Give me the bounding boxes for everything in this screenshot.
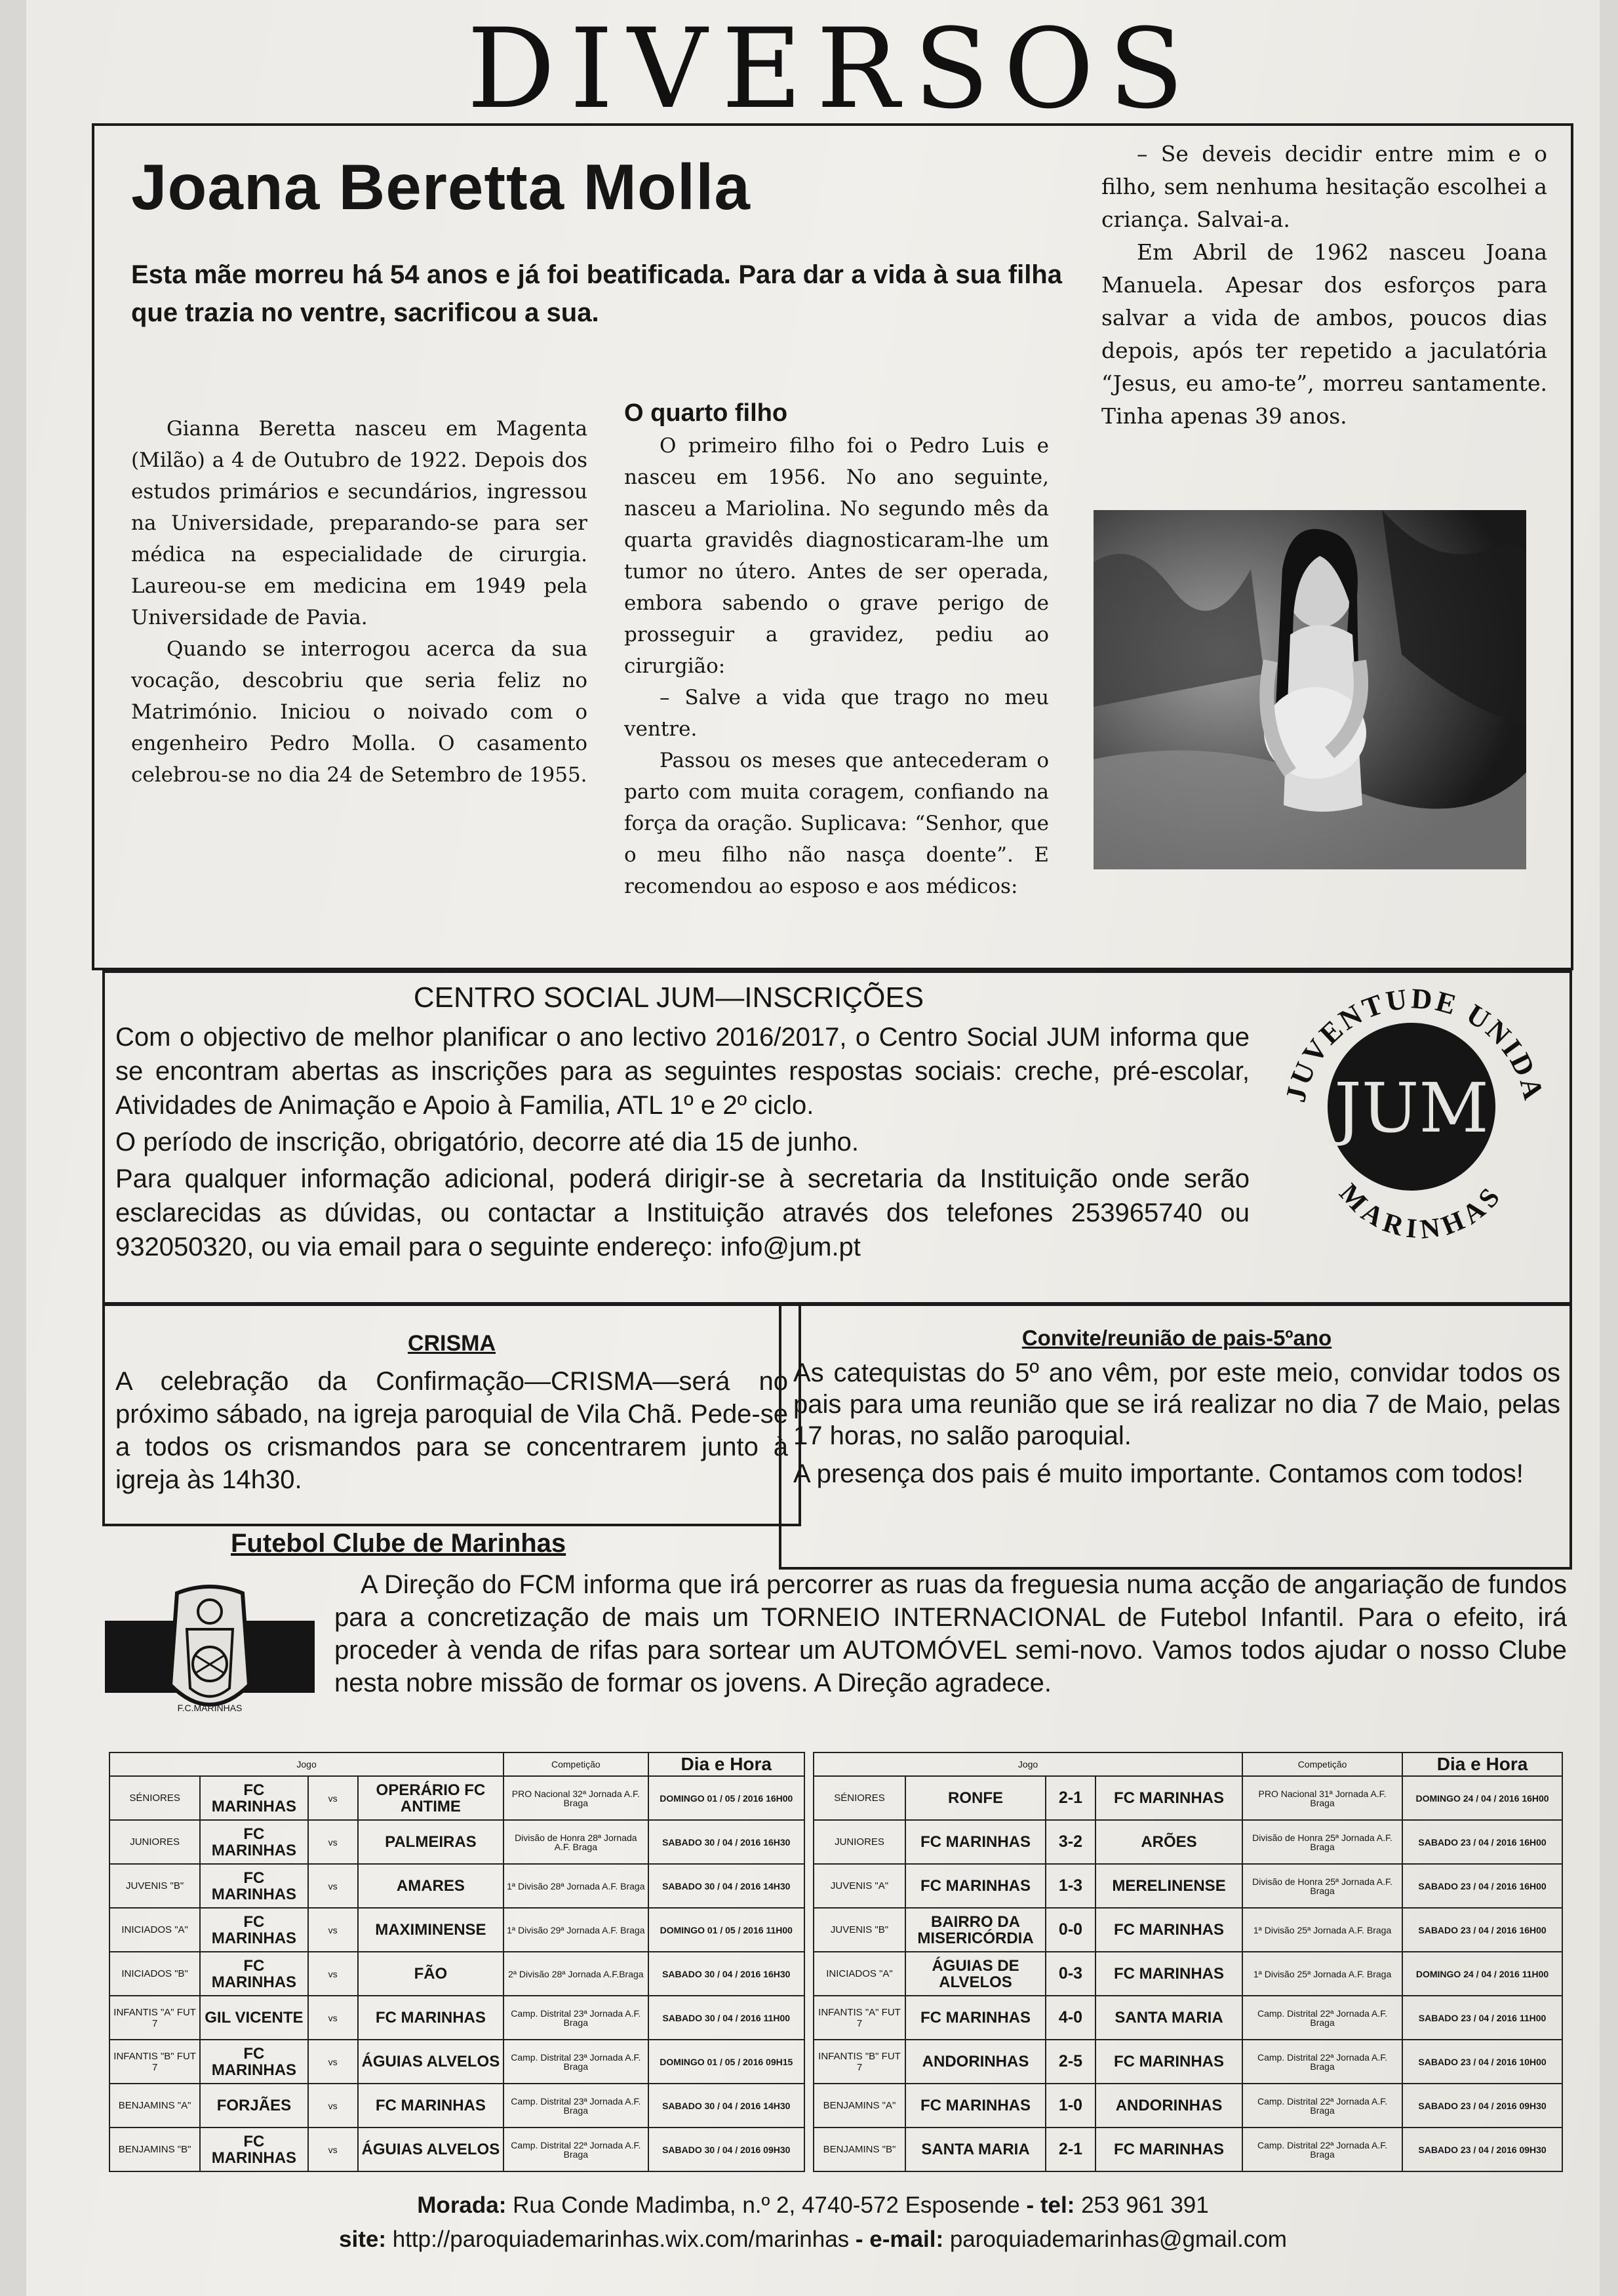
category-cell: INICIADOS "A" [109,1908,200,1952]
competition-cell: Camp. Distrital 22ª Jornada A.F. Braga [1242,1996,1402,2040]
home-team-cell: FC MARINHAS [200,1952,307,1996]
convite-text [793,1357,1560,1490]
score-cell: 1-0 [1046,2084,1095,2128]
vs-cell: vs [308,1776,358,1820]
date-cell: DOMINGO 01 / 05 / 2016 09H15 [648,2040,804,2084]
score-cell: 2-1 [1046,1776,1095,1820]
competition-cell: Camp. Distrital 23ª Jornada A.F. Braga [503,1996,648,2040]
home-team-cell: GIL VICENTE [200,1996,307,2040]
away-team-cell: ANDORINHAS [1095,2084,1242,2128]
category-cell: BENJAMINS "B" [109,2128,200,2171]
away-team-cell: FC MARINHAS [1095,1952,1242,1996]
score-cell: 4-0 [1046,1996,1095,2040]
score-cell: 3-2 [1046,1820,1095,1864]
competition-cell: Divisão de Honra 25ª Jornada A.F. Braga [1242,1820,1402,1864]
away-team-cell: FC MARINHAS [1095,1776,1242,1820]
table-row [109,1952,804,1996]
away-team-cell: ÁGUIAS ALVELOS [358,2128,503,2171]
table-row [109,1908,804,1952]
home-team-cell: BAIRRO DA MISERICÓRDIA [905,1908,1046,1952]
away-team-cell: SANTA MARIA [1095,1996,1242,2040]
competition-cell: Divisão de Honra 28ª Jornada A.F. Braga [503,1820,648,1864]
date-cell: DOMINGO 01 / 05 / 2016 11H00 [648,1908,804,1952]
jum-text [115,1020,1250,1264]
competition-cell: Camp. Distrital 22ª Jornada A.F. Braga [1242,2040,1402,2084]
fcm-crest-text: F.C.MARINHAS [177,1703,243,1713]
vs-cell: vs [308,2128,358,2171]
competition-cell: 1ª Divisão 28ª Jornada A.F. Braga [503,1864,648,1908]
table-row [814,2128,1562,2171]
competition-cell: Divisão de Honra 25ª Jornada A.F. Braga [1242,1864,1402,1908]
results-table [813,1752,1563,2172]
category-cell: INFANTIS "A" FUT 7 [814,1996,905,2040]
away-team-cell: MERELINENSE [1095,1864,1242,1908]
away-team-cell: ÁGUIAS ALVELOS [358,2040,503,2084]
table-row [814,1996,1562,2040]
category-cell: SÉNIORES [814,1776,905,1820]
jum-title: CENTRO SOCIAL JUM—INSCRIÇÕES [413,981,924,1014]
competition-cell: 1ª Divisão 25ª Jornada A.F. Braga [1242,1908,1402,1952]
date-cell: SABADO 23 / 04 / 2016 09H30 [1402,2128,1562,2171]
home-team-cell: FC MARINHAS [200,1820,307,1864]
next-games-table [109,1752,805,2172]
fcm-crest [105,1580,315,1737]
score-cell: 2-1 [1046,2128,1095,2171]
table-row [814,1952,1562,1996]
vs-cell: vs [308,2084,358,2128]
vs-cell: vs [308,1864,358,1908]
vs-cell: vs [308,2040,358,2084]
newsletter-page [26,0,1600,2296]
home-team-cell: FC MARINHAS [905,2084,1046,2128]
table-row [109,1776,804,1820]
article-title: Joana Beretta Molla [131,151,751,223]
dia-header: Dia e Hora [1402,1752,1562,1776]
competition-cell: Camp. Distrital 22ª Jornada A.F. Braga [503,2128,648,2171]
tel-label: - tel: [1026,2192,1075,2218]
table-row [109,1820,804,1864]
away-team-cell: FC MARINHAS [1095,2040,1242,2084]
email-label: - e-mail: [855,2227,944,2252]
home-team-cell: SANTA MARIA [905,2128,1046,2171]
date-cell: SABADO 30 / 04 / 2016 14H30 [648,2084,804,2128]
table-row [814,2040,1562,2084]
article-paragraph: O primeiro filho foi o Pedro Luis e nasceu em 1956. No ano seguinte, nasceu a Mariolina. No segundo mês da quarta gravidês diagnosticaram-lhe um tumor no útero. Antes de ser operada, embora sabendo o grave perigo de prosseguir a gravidez, pediu ao cirurgião: [624,434,1049,678]
jum-paragraph: Com o objectivo de melhor planificar o ano lectivo 2016/2017, o Centro Social JUM informa que se encontram abertas as inscrições para as seguintes respostas sociais: creche, pré-escolar, Atividades de Animação e Apoio à Familia, ATL 1º e 2º ciclo. [115,1023,1250,1120]
jum-logo-top-text: JUVENTUDE UNIDA [1279,982,1550,1105]
away-team-cell: FC MARINHAS [358,1996,503,2040]
article-column-1 [131,413,587,791]
home-team-cell: RONFE [905,1776,1046,1820]
article-column-2 [624,396,1049,902]
table-row [814,1864,1562,1908]
away-team-cell: OPERÁRIO FC ANTIME [358,1776,503,1820]
table-row [814,1776,1562,1820]
vs-cell: vs [308,1952,358,1996]
competition-cell: PRO Nacional 31ª Jornada A.F. Braga [1242,1776,1402,1820]
email-link[interactable]: paroquiademarinhas@gmail.com [949,2227,1287,2252]
morada-text: Rua Conde Madimba, n.º 2, 4740-572 Esposende [513,2192,1020,2218]
section-title: DIVERSOS [467,5,1198,133]
article-lead: Esta mãe morreu há 54 anos e já foi beatificada. Para dar a vida à sua filha que trazia no ventre, sacrificou a sua. [131,260,1062,327]
tel-number: 253 961 391 [1081,2192,1209,2218]
table-row [109,1996,804,2040]
category-cell: BENJAMINS "B" [814,2128,905,2171]
vs-cell: vs [308,1908,358,1952]
competition-cell: 1ª Divisão 25ª Jornada A.F. Braga [1242,1952,1402,1996]
site-label: site: [339,2227,386,2252]
category-cell: INFANTIS "B" FUT 7 [814,2040,905,2084]
convite-title: Convite/reunião de pais-5ºano [1021,1326,1332,1350]
article-paragraph: Quando se interrogou acerca da sua vocação, descobriu que seria feliz no Matrimónio. Iniciou o noivado com o engenheiro Pedro Molla. O casamento celebrou-se no dia 24 de Setembro de 1955. [131,637,587,787]
competition-cell: PRO Nacional 32ª Jornada A.F. Braga [503,1776,648,1820]
futebol-title: Futebol Clube de Marinhas [231,1529,566,1558]
vs-cell: vs [308,1996,358,2040]
vs-cell: vs [308,1820,358,1864]
article-paragraph: – Salve a vida que trago no meu ventre. [624,686,1049,741]
article-subheading: O quarto filho [624,399,788,427]
competition-cell: Camp. Distrital 23ª Jornada A.F. Braga [503,2084,648,2128]
date-cell: SABADO 23 / 04 / 2016 16H00 [1402,1908,1562,1952]
table-row [109,1864,804,1908]
crisma-text: A celebração da Confirmação—CRISMA—será no próximo sábado, na igreja paroquial de Vila Chã. Pede-se a todos os crismandos para se concentrarem junto à igreja às 14h30. [115,1367,788,1494]
competition-cell: 1ª Divisão 29ª Jornada A.F. Braga [503,1908,648,1952]
date-cell: SABADO 30 / 04 / 2016 16H30 [648,1820,804,1864]
dia-header: Dia e Hora [648,1752,804,1776]
competition-cell: Camp. Distrital 22ª Jornada A.F. Braga [1242,2084,1402,2128]
home-team-cell: FC MARINHAS [905,1820,1046,1864]
table-row [109,2040,804,2084]
article-photo [1094,510,1526,869]
home-team-cell: FC MARINHAS [905,1996,1046,2040]
competition-cell: Camp. Distrital 23ª Jornada A.F. Braga [503,2040,648,2084]
date-cell: DOMINGO 24 / 04 / 2016 16H00 [1402,1776,1562,1820]
competicao-header: Competição [1242,1752,1402,1776]
home-team-cell: FC MARINHAS [200,1864,307,1908]
away-team-cell: MAXIMINENSE [358,1908,503,1952]
date-cell: DOMINGO 24 / 04 / 2016 11H00 [1402,1952,1562,1996]
jum-logo-bottom-text: MARINHAS [1333,1178,1509,1246]
jum-logo [1257,976,1572,1257]
article-column-3 [1101,138,1547,433]
category-cell: INICIADOS "B" [109,1952,200,1996]
table-row [814,1908,1562,1952]
competicao-header: Competição [503,1752,648,1776]
site-link[interactable]: http://paroquiademarinhas.wix.com/marinhas [392,2227,850,2252]
table-row [109,2128,804,2171]
date-cell: SABADO 30 / 04 / 2016 11H00 [648,1996,804,2040]
footer-web-line [26,2224,1600,2255]
date-cell: SABADO 23 / 04 / 2016 09H30 [1402,2084,1562,2128]
score-cell: 2-5 [1046,2040,1095,2084]
morada-label: Morada: [417,2192,507,2218]
date-cell: SABADO 23 / 04 / 2016 16H00 [1402,1820,1562,1864]
crisma-title: CRISMA [407,1331,496,1356]
category-cell: JUVENIS "A" [814,1864,905,1908]
article-paragraph: Gianna Beretta nasceu em Magenta (Milão) a 4 de Outubro de 1922. Depois dos estudos primários e secundários, ingressou na Universidade, preparando-se para ser médica na especialidade de cirurgia. Laureou-se em medicina em 1949 pela Universidade de Pavia. [131,417,587,629]
score-cell: 0-3 [1046,1952,1095,1996]
score-cell: 1-3 [1046,1864,1095,1908]
home-team-cell: ANDORINHAS [905,2040,1046,2084]
date-cell: SABADO 30 / 04 / 2016 14H30 [648,1864,804,1908]
pregnant-woman-photo [1094,510,1526,869]
category-cell: BENJAMINS "A" [814,2084,905,2128]
jum-paragraph: O período de inscrição, obrigatório, decorre até dia 15 de junho. [115,1128,859,1157]
score-cell: 0-0 [1046,1908,1095,1952]
category-cell: INICIADOS "A" [814,1952,905,1996]
date-cell: SABADO 30 / 04 / 2016 16H30 [648,1952,804,1996]
jum-paragraph: Para qualquer informação adicional, poderá dirigir-se à secretaria da Instituição onde serão esclarecidas as dúvidas, ou contactar a Instituição através dos telefones 253965740 ou 932050320, ou via email para o seguinte endereço: info@jum.pt [115,1164,1250,1261]
home-team-cell: FC MARINHAS [905,1864,1046,1908]
date-cell: SABADO 23 / 04 / 2016 11H00 [1402,1996,1562,2040]
date-cell: SABADO 23 / 04 / 2016 10H00 [1402,2040,1562,2084]
article-paragraph: Passou os meses que antecederam o parto com muita coragem, confiando na força da oração. Suplicava: “Senhor, que o meu filho não nasça doente”. E recomendou ao esposo e aos médicos: [624,749,1049,898]
home-team-cell: FC MARINHAS [200,2128,307,2171]
footer-address-line [26,2190,1600,2221]
away-team-cell: AMARES [358,1864,503,1908]
futebol-text: A Direção do FCM informa que irá percorrer as ruas da freguesia numa acção de angariação de fundos para a concretização de mais um TORNEIO INTERNACIONAL de Futebol Infantil. Para o efeito, irá proceder à venda de rifas para sortear um AUTOMÓVEL semi-novo. Vamos todos ajudar o nosso Clube nesta nobre missão de formar os jovens. A Direção agradece. [334,1570,1567,1697]
competition-cell: 2ª Divisão 28ª Jornada A.F.Braga [503,1952,648,1996]
date-cell: SABADO 23 / 04 / 2016 16H00 [1402,1864,1562,1908]
table-row [814,1820,1562,1864]
article-paragraph: Em Abril de 1962 nasceu Joana Manuela. Apesar dos esforços para salvar a vida de ambos, poucos dias depois, após ter repetido a jaculatória “Jesus, eu amo-te”, morreu santamente. Tinha apenas 39 anos. [1101,239,1547,429]
away-team-cell: FC MARINHAS [1095,2128,1242,2171]
home-team-cell: FC MARINHAS [200,2040,307,2084]
home-team-cell: FC MARINHAS [200,1908,307,1952]
category-cell: BENJAMINS "A" [109,2084,200,2128]
category-cell: JUNIORES [814,1820,905,1864]
away-team-cell: ARÕES [1095,1820,1242,1864]
category-cell: INFANTIS "A" FUT 7 [109,1996,200,2040]
away-team-cell: PALMEIRAS [358,1820,503,1864]
category-cell: SÉNIORES [109,1776,200,1820]
home-team-cell: FORJÃES [200,2084,307,2128]
date-cell: SABADO 30 / 04 / 2016 09H30 [648,2128,804,2171]
table-row [109,2084,804,2128]
jogo-header: Jogo [814,1752,1242,1776]
away-team-cell: FÃO [358,1952,503,1996]
category-cell: JUVENIS "B" [109,1864,200,1908]
category-cell: INFANTIS "B" FUT 7 [109,2040,200,2084]
jum-logo-initials: JUM [1334,1068,1489,1148]
home-team-cell: ÁGUIAS DE ALVELOS [905,1952,1046,1996]
jogo-header: Jogo [109,1752,503,1776]
category-cell: JUVENIS "B" [814,1908,905,1952]
away-team-cell: FC MARINHAS [358,2084,503,2128]
away-team-cell: FC MARINHAS [1095,1908,1242,1952]
convite-paragraph: As catequistas do 5º ano vêm, por este meio, convidar todos os pais para uma reunião que se irá realizar no dia 7 de Maio, pelas 17 horas, no salão paroquial. [793,1358,1560,1450]
date-cell: DOMINGO 01 / 05 / 2016 16H00 [648,1776,804,1820]
home-team-cell: FC MARINHAS [200,1776,307,1820]
competition-cell: Camp. Distrital 22ª Jornada A.F. Braga [1242,2128,1402,2171]
convite-paragraph: A presença dos pais é muito importante. Contamos com todos! [793,1459,1524,1488]
table-row [814,2084,1562,2128]
category-cell: JUNIORES [109,1820,200,1864]
article-paragraph: – Se deveis decidir entre mim e o filho, sem nenhuma hesitação escolhei a criança. Salvai-a. [1101,141,1547,232]
